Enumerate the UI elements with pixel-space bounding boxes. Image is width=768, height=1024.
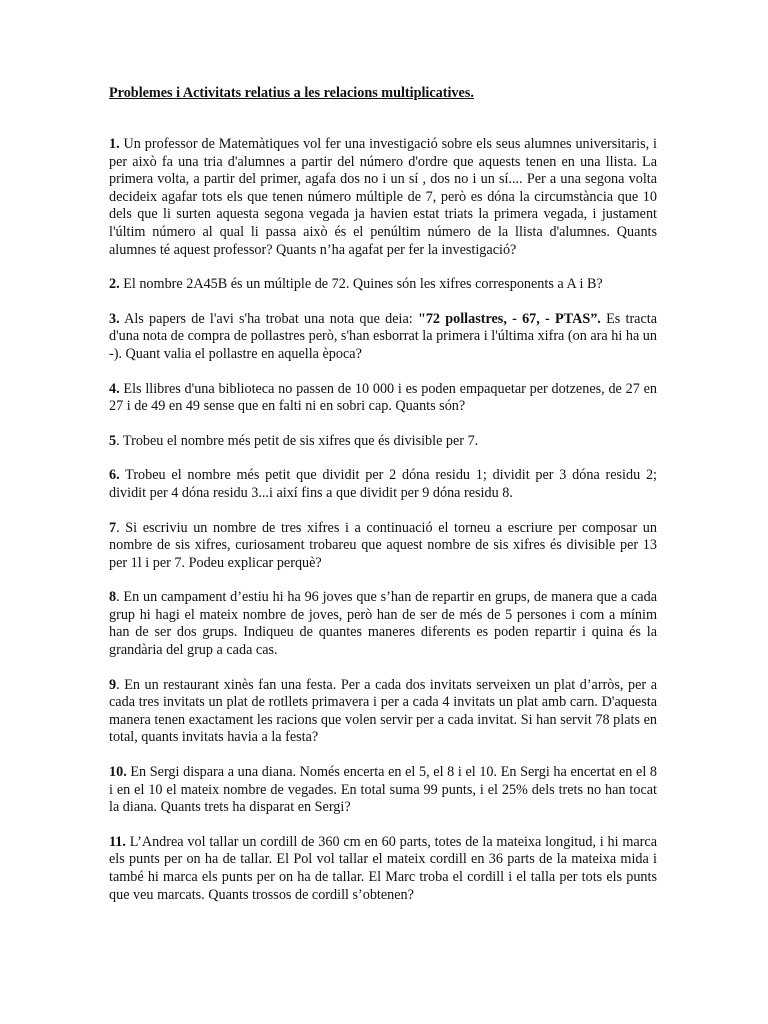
problem-11 — [109, 834, 657, 904]
problem-text: . En un restaurant xinès fan una festa. Per a cada dos invitats serveixen un plat d’arròs, per a cada tres invitats un plat de rotllets primavera i per a cada 4 invitats un plat amb carn. D'aquesta manera tenen exactament les racions que volen servir per a cada invitat. Si han servit 78 plats en total, quants invitats havia a la festa? — [109, 676, 657, 746]
problem-9 — [109, 677, 657, 747]
problem-text: El nombre 2A45B és un múltiple de 72. Quines són les xifres corresponents a A i B? — [119, 276, 603, 293]
problem-text: Es tracta d'una nota de compra de pollastres però, s'han esborrat la primera i l'última xifra (on ara hi ha un -). Quant valia el pollastre en aquella època? — [109, 310, 658, 362]
problem-8 — [109, 589, 657, 659]
problem-number: 8 — [109, 589, 117, 606]
problem-number: 4. — [109, 380, 120, 397]
problem-text: Trobeu el nombre més petit que dividit per 2 dóna residu 1; dividit per 3 dóna residu 2; dividit per 4 dóna residu 3...i així fins a que dividit per 9 dóna residu 8. — [109, 467, 657, 501]
problem-number: 1. — [109, 136, 120, 152]
problem-number: 6. — [109, 467, 120, 484]
problem-4 — [109, 381, 657, 416]
problem-number: 9 — [109, 676, 117, 693]
problem-number: 5 — [109, 432, 117, 449]
problem-text: . En un campament d’estiu hi ha 96 joves que s’han de repartir en grups, de manera que a cada grup hi hagi el mateix nombre de joves, però han de ser de més de 5 persones i com a mínim han de ser dos grups. Indiqueu de quantes maneres diferents es poden repartir i quina és la grandària del grup a cada cas. — [109, 589, 657, 659]
problem-number: 7 — [109, 519, 117, 536]
problem-number: 11. — [109, 833, 126, 850]
problem-text: Als papers de l'avi s'ha trobat una nota que deia: — [119, 310, 418, 327]
problem-5 — [109, 433, 657, 451]
problem-quote: "72 pollastres, - 67, - PTAS”. — [417, 310, 601, 327]
problem-text: . Trobeu el nombre més petit de sis xifres que és divisible per 7. — [116, 432, 479, 449]
problem-text: . Si escriviu un nombre de tres xifres i a continuació el torneu a escriure per composar un nombre de sis xifres, curiosament trobareu que aquest nombre de sis xifres és divisible per 13 per 1l i per 7. Podeu explicar perquè? — [109, 519, 657, 571]
problem-2 — [109, 276, 657, 294]
document-page — [109, 84, 657, 921]
problem-text: Els llibres d'una biblioteca no passen de 10 000 i es poden empaquetar per dotzenes, de 27 en 27 i de 49 en 49 sense que en falti ni en sobri cap. Quants són? — [109, 380, 657, 415]
problem-6 — [109, 467, 657, 502]
problem-text: Un professor de Matemàtiques vol fer una investigació sobre els seus alumnes universitaris, i per això fa una tria d'alumnes a partir del número d'ordre que aquests tenen en una llista. La primera volta, a partir del primer, agafa dos no i un sí , dos no i un sí.... Per a una segona volta decideix agafar tots els que tenen número múltiple de 7, però es dóna la circumstància que 10 dels que li surten aquesta segona vegada ja havien estat triats la primera vegada, i justament l'últim número al qual li passa això és el penúltim número de la llista d'alumnes. Quants alumnes té aquest professor? Quants n’ha agafat per fer la investigació? — [109, 136, 657, 258]
problem-number: 3. — [109, 310, 120, 327]
problem-1 — [109, 136, 657, 259]
problem-number: 10. — [109, 764, 127, 781]
problem-7 — [109, 520, 657, 573]
problem-text: L’Andrea vol tallar un cordill de 360 cm en 60 parts, totes de la mateixa longitud, i hi marca els punts per on ha de tallar. El Pol vol tallar el mateix cordill en 36 parts de la mateixa mida i també hi marca els punts per on ha de tallar. El Marc troba el cordill i el talla per tots els punts que veu marcats. Quants trossos de cordill s’obtenen? — [109, 833, 657, 903]
problem-number: 2. — [109, 276, 120, 293]
problem-3 — [109, 311, 657, 364]
document-title: Problemes i Activitats relatius a les relacions multiplicatives. — [109, 85, 474, 101]
problem-10 — [109, 764, 657, 817]
problem-text: En Sergi dispara a una diana. Només encerta en el 5, el 8 i el 10. En Sergi ha encertat en el 8 i en el 10 el mateix nombre de vegades. En total suma 99 punts, i el 25% dels trets no han tocat la diana. Quants trets ha disparat en Sergi? — [109, 764, 657, 816]
